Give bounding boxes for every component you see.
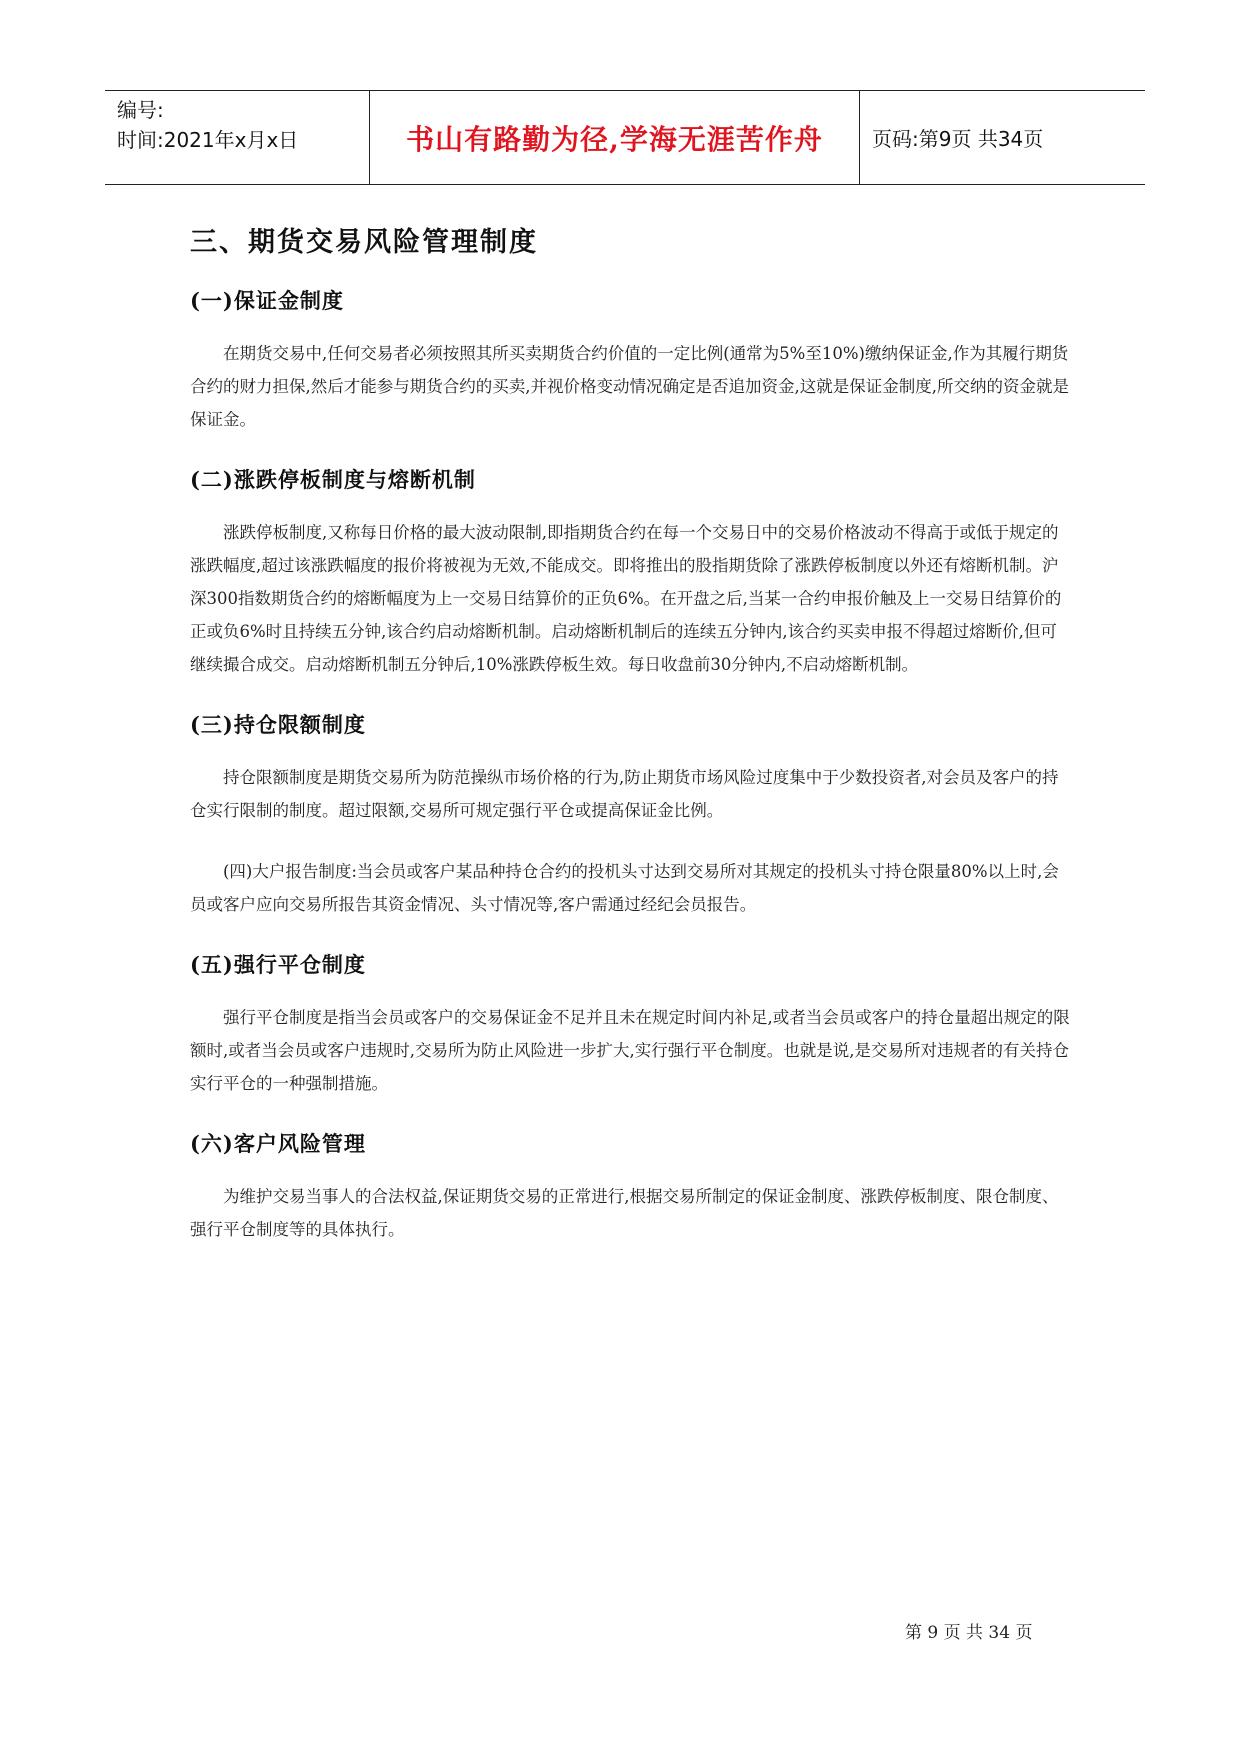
section-paragraph: (四)大户报告制度:当会员或客户某品种持仓合约的投机头寸达到交易所对其规定的投机头寸持仓限量80%以上时,会员或客户应向交易所报告其资金情况、头寸情况等,客户需通过经纪会员报告。 <box>190 862 1059 914</box>
section-heading: (六)客户风险管理 <box>190 1131 366 1156</box>
page-title: 三、期货交易风险管理制度 <box>190 227 538 258</box>
section-paragraph: 强行平仓制度是指当会员或客户的交易保证金不足并且未在规定时间内补足,或者当会员或客户的持仓量超出规定的限额时,或者当会员或客户违规时,交易所为防止风险进一步扩大,实行强行平仓制度。也就是说,是交易所对违规者的有关持仓实行平仓的一种强制措施。 <box>190 1008 1070 1093</box>
header-left-cell <box>105 91 370 184</box>
header-page-label: 页码:第9页 共34页 <box>872 127 1044 151</box>
number-label: 编号: <box>117 98 164 122</box>
document-body <box>190 220 1070 1274</box>
section-paragraph: 为维护交易当事人的合法权益,保证期货交易的正常进行,根据交易所制定的保证金制度、涨跌停板制度、限仓制度、强行平仓制度等的具体执行。 <box>190 1187 1059 1239</box>
section-paragraph: 涨跌停板制度,又称每日价格的最大波动限制,即指期货合约在每一个交易日中的交易价格波动不得高于或低于规定的涨跌幅度,超过该涨跌幅度的报价将被视为无效,不能成交。即将推出的股指期货除了涨跌停板制度以外还有熔断机制。沪深300指数期货合约的熔断幅度为上一交易日结算价的正负6%。在开盘之后,当某一合约申报价触及上一交易日结算价的正或负6%时且持续五分钟,该合约启动熔断机制。启动熔断机制后的连续五分钟内,该合约买卖申报不得超过熔断价,但可继续撮合成交。启动熔断机制五分钟后,10%涨跌停板生效。每日收盘前30分钟内,不启动熔断机制。 <box>190 523 1062 674</box>
header-motto: 书山有路勤为径,学海无涯苦作舟 <box>370 91 860 184</box>
section-paragraph: 持仓限额制度是期货交易所为防范操纵市场价格的行为,防止期货市场风险过度集中于少数投资者,对会员及客户的持仓实行限制的制度。超过限额,交易所可规定强行平仓或提高保证金比例。 <box>190 768 1059 820</box>
time-label: 时间:2021年x月x日 <box>117 128 299 152</box>
section-heading: (三)持仓限额制度 <box>190 712 366 737</box>
section-heading: (二)涨跌停板制度与熔断机制 <box>190 467 476 492</box>
page-header <box>105 90 1145 185</box>
section-heading: (五)强行平仓制度 <box>190 952 366 977</box>
section-heading: (一)保证金制度 <box>190 288 344 313</box>
section-paragraph: 在期货交易中,任何交易者必须按照其所买卖期货合约价值的一定比例(通常为5%至10%)缴纳保证金,作为其履行期货合约的财力担保,然后才能参与期货合约的买卖,并视价格变动情况确定是否追加资金,这就是保证金制度,所交纳的资金就是保证金。 <box>190 344 1069 429</box>
page-footer: 第 9 页 共 34 页 <box>905 1623 1033 1643</box>
